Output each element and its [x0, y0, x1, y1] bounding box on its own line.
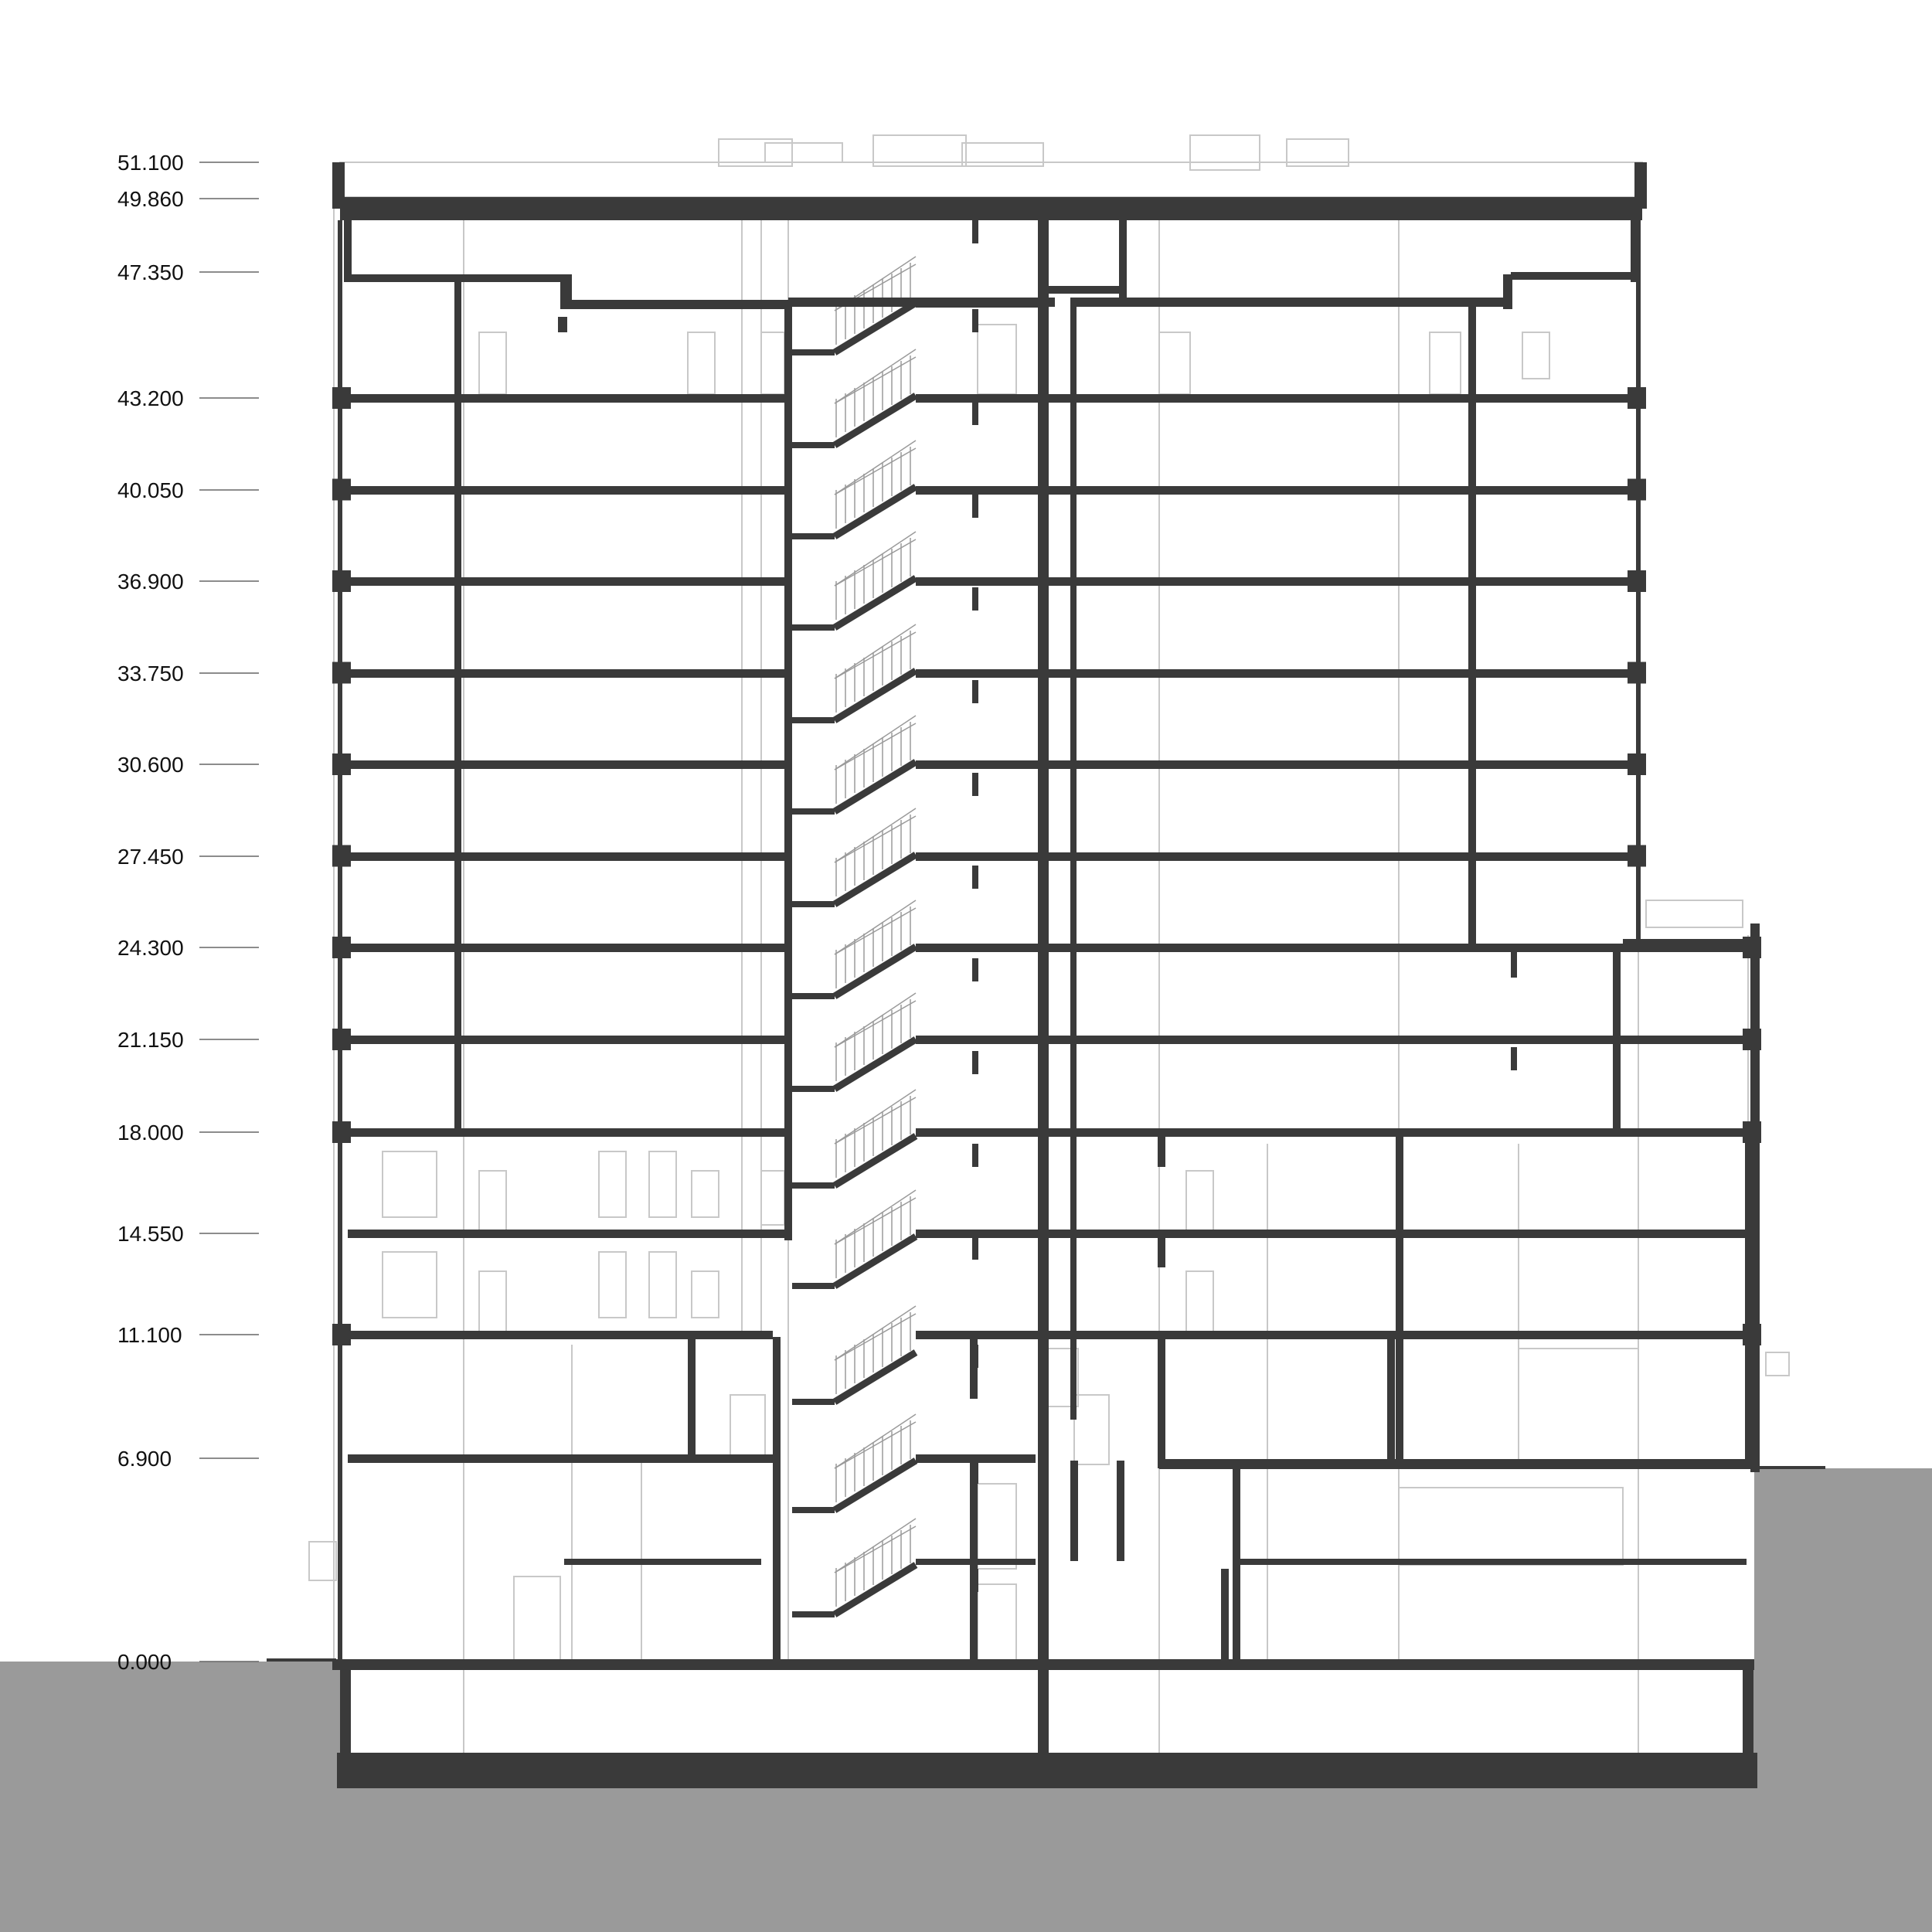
level-markers	[117, 151, 259, 1674]
level-label: 21.150	[117, 1028, 184, 1052]
stair-landing	[792, 1611, 835, 1617]
stair-landing	[792, 1086, 835, 1092]
level-label: 6.900	[117, 1447, 172, 1471]
stair-landing	[792, 808, 835, 815]
partition-left	[454, 278, 461, 1136]
partition-right	[1468, 307, 1476, 950]
attic-slab-left-b	[572, 300, 792, 309]
partition-right-d	[1511, 1047, 1517, 1070]
basement-wall-left	[340, 1662, 351, 1754]
level-label: 36.900	[117, 570, 184, 594]
facade-right-upper	[1636, 220, 1641, 947]
partition-lower-8	[1070, 1461, 1078, 1561]
grade-line-left	[267, 1658, 336, 1662]
partition-lower-3	[1158, 1236, 1165, 1267]
level-label: 47.350	[117, 260, 184, 284]
stair-landing	[792, 993, 835, 999]
floor-slab	[340, 852, 788, 861]
stair-flight	[835, 855, 916, 904]
parapet-left	[332, 162, 345, 209]
level-label: 51.100	[117, 151, 184, 175]
attic-slab-right	[1070, 298, 1511, 307]
floor-slab	[1475, 760, 1638, 769]
stair-landing	[792, 349, 835, 355]
floor-slab	[916, 394, 1475, 403]
roof-slab	[340, 197, 1642, 220]
floor-slab	[1475, 394, 1638, 403]
floor-slab	[348, 1331, 773, 1339]
partition-right-c	[1511, 947, 1517, 978]
parapet-right	[1634, 162, 1647, 209]
landing-slab	[916, 300, 1039, 308]
wall-stub	[972, 1461, 978, 1484]
floor-slab	[564, 1559, 761, 1565]
stair-landing	[792, 717, 835, 723]
grade-line-right	[1754, 1466, 1825, 1469]
ground-left	[0, 1662, 340, 1932]
wall-stub	[972, 680, 978, 703]
floor-slab	[1475, 669, 1638, 678]
floor-slab	[916, 577, 1475, 586]
level-marker	[117, 478, 259, 502]
stair-landing	[792, 1399, 835, 1405]
stair-flight	[835, 578, 916, 628]
stair-flight	[835, 487, 916, 536]
level-label: 0.000	[117, 1650, 172, 1674]
partition-lower-7	[1233, 1468, 1240, 1662]
partition-lower-12	[1221, 1569, 1229, 1662]
floor-slab	[916, 852, 1475, 861]
wall-stub	[972, 1345, 978, 1368]
floor-slab	[340, 944, 788, 952]
level-label: 49.860	[117, 187, 184, 211]
floor-slab	[340, 394, 788, 403]
stairs	[835, 257, 916, 1607]
stair-flight	[835, 1236, 916, 1286]
attic-wall-left	[344, 220, 352, 282]
stair-flight	[835, 303, 916, 352]
level-marker	[117, 260, 259, 284]
partition-lower-2	[1158, 1136, 1165, 1167]
stair-flight	[835, 671, 916, 720]
wall-stub	[972, 866, 978, 889]
floor-slab	[1475, 577, 1638, 586]
level-marker	[117, 753, 259, 777]
floor-slab	[1236, 1559, 1747, 1565]
stair-flight	[835, 947, 916, 996]
floor-slab	[1159, 1459, 1750, 1469]
floor-slab	[340, 577, 788, 586]
attic-lift-box	[1043, 286, 1121, 294]
floor-slab	[340, 1036, 788, 1044]
stair-landing	[792, 1507, 835, 1513]
stair-landing	[792, 533, 835, 539]
partition-lower-5	[1158, 1337, 1165, 1468]
level-marker	[117, 845, 259, 869]
floor-slab	[916, 669, 1475, 678]
stair-flight	[835, 1136, 916, 1185]
floor-slab	[348, 1454, 781, 1463]
terrace-slab	[1623, 939, 1758, 951]
level-label: 14.550	[117, 1222, 184, 1246]
level-marker	[117, 662, 259, 685]
wall-stub	[972, 309, 978, 332]
stair-flight	[835, 1352, 916, 1402]
level-marker	[117, 570, 259, 594]
stair-wall-left	[784, 305, 792, 1240]
floor-slab	[340, 669, 788, 678]
stair-flight	[835, 1039, 916, 1089]
level-label: 11.100	[117, 1323, 182, 1347]
stair-flight	[835, 1461, 916, 1510]
floor-slab	[1475, 852, 1638, 861]
level-marker	[117, 386, 259, 410]
partition-lower-6	[1387, 1337, 1395, 1468]
facade-right-lower	[1745, 1136, 1753, 1468]
facade-left	[338, 220, 342, 1662]
floor-slab	[916, 486, 1475, 495]
floor-slab	[340, 1128, 788, 1137]
floor-slab	[1475, 486, 1638, 495]
floor-slab	[916, 760, 1475, 769]
level-marker	[117, 1121, 259, 1145]
stair-landing	[792, 624, 835, 631]
level-label: 30.600	[117, 753, 184, 777]
level-marker	[117, 1323, 259, 1347]
wall-stub	[972, 495, 978, 518]
partition-lower-1	[1396, 1136, 1403, 1464]
floor-slab	[348, 1230, 788, 1238]
wall-stub	[972, 1236, 978, 1260]
wall-stub	[972, 958, 978, 981]
attic-step-left	[560, 274, 572, 309]
floor-slab	[340, 760, 788, 769]
level-marker	[117, 1222, 259, 1246]
wall-stub	[972, 1569, 978, 1592]
wall-stub	[972, 1144, 978, 1167]
level-label: 27.450	[117, 845, 184, 869]
wall-stub	[972, 220, 978, 243]
level-label: 24.300	[117, 936, 184, 960]
stair-landing	[792, 1182, 835, 1189]
wall-stub	[972, 587, 978, 611]
floor-slab	[1128, 1662, 1229, 1668]
stair-flight	[835, 1565, 916, 1614]
partition-lower-4	[688, 1337, 696, 1461]
level-marker	[117, 1447, 259, 1471]
floor-slab	[340, 486, 788, 495]
stair-flight	[835, 396, 916, 445]
level-label: 18.000	[117, 1121, 184, 1145]
stair-landing	[792, 901, 835, 907]
core-wall-main	[1038, 220, 1049, 1766]
attic-lift-wall	[1119, 220, 1127, 301]
attic-slab-right-b	[1511, 272, 1638, 280]
level-label: 33.750	[117, 662, 184, 685]
structure	[267, 162, 1825, 1788]
partition-lower-10	[970, 1461, 978, 1662]
level-marker	[117, 187, 259, 211]
stair-landing	[792, 1283, 835, 1289]
level-label: 40.050	[117, 478, 184, 502]
ground	[0, 1468, 1932, 1932]
level-label: 43.200	[117, 386, 184, 410]
level-marker	[117, 151, 259, 175]
partition-lower-9	[1117, 1461, 1124, 1561]
wall-stub	[972, 402, 978, 425]
partition-right-b	[1613, 947, 1621, 1136]
level-marker	[117, 1028, 259, 1052]
stair-landing	[792, 442, 835, 448]
wall-stub	[972, 1051, 978, 1074]
ground-right-raised	[1754, 1468, 1932, 1932]
stair-flight	[835, 762, 916, 811]
core-wall-inner	[1070, 307, 1077, 1420]
basement-wall-right	[1743, 1662, 1753, 1754]
wall-stub	[972, 773, 978, 796]
level-marker	[117, 936, 259, 960]
stair-wall-left-lower	[773, 1337, 781, 1662]
